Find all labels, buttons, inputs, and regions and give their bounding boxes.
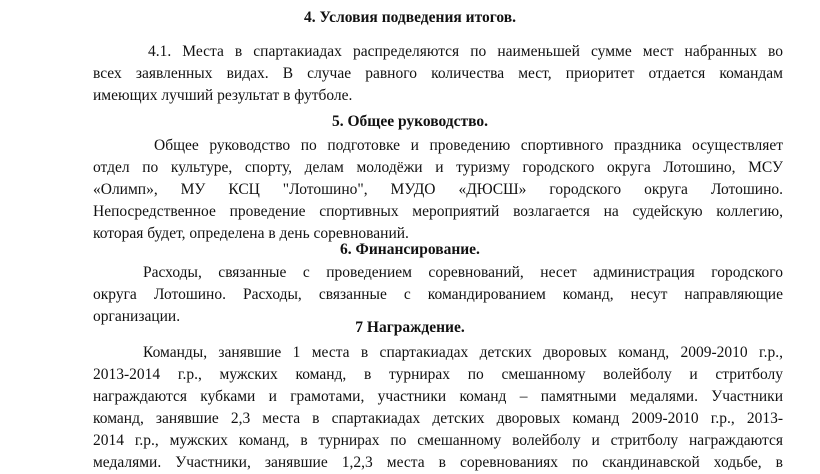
section-4-paragraph <box>93 41 783 107</box>
text-line: имеющих лучший результат в футболе. <box>93 87 353 104</box>
section-7-paragraph <box>93 342 783 474</box>
text-line: отдел по культуре, спорту, делам молодёжи и туризму городского округа Лотошино, МСУ <box>93 159 783 176</box>
section-4-heading: 4. Условия подведения итогов. <box>303 9 517 26</box>
text-line: 4.1. Места в спартакиадах распределяются по наименьшей сумме мест набранных во <box>148 43 783 60</box>
text-line: Общее руководство по подготовке и проведению спортивного праздника осуществляет <box>154 137 783 154</box>
section-5-heading: 5. Общее руководство. <box>331 113 489 130</box>
text-line: которая будет, определена в день соревнований. <box>93 225 409 242</box>
text-line: команд, занявшие 2,3 места в спартакиадах детских дворовых команд 2009-2010 г.р., 2013- <box>93 410 783 427</box>
text-line: всех заявленных видах. В случае равного количества мест, приоритет отдается командам <box>93 65 783 82</box>
text-line: Непосредственное проведение спортивных мероприятий возлагается на судейскую коллегию, <box>93 203 783 220</box>
text-line: 2014 г.р., мужских команд, в турнирах по смешанному волейболу и стритболу награждаются <box>93 432 783 449</box>
text-line: округа Лотошино. Расходы, связанные с командированием команд, несут направляющие <box>93 286 783 303</box>
section-5-paragraph <box>93 135 783 245</box>
text-line: медалями. Участники, занявшие 1,2,3 места в соревнованиях по скандинавской ходьбе, в <box>93 454 783 471</box>
section-6-heading: 6. Финансирование. <box>340 241 480 258</box>
text-line: 2013-2014 г.р., мужских команд, в турнирах по смешанному волейболу и стритболу <box>93 366 783 383</box>
text-line: «Олимп», МУ КСЦ "Лотошино", МУДО «ДЮСШ» городского округа Лотошино. <box>93 181 783 198</box>
text-line: Расходы, связанные с проведением соревнований, несет администрация городского <box>143 264 783 281</box>
text-line: Команды, занявшие 1 места в спартакиадах детских дворовых команд, 2009-2010 г.р., <box>143 344 783 361</box>
text-line: организации. <box>93 308 181 325</box>
text-line: награждаются кубками и грамотами, участники команд – памятными медалями. Участники <box>93 388 783 405</box>
section-7-heading: 7 Награждение. <box>355 319 465 336</box>
